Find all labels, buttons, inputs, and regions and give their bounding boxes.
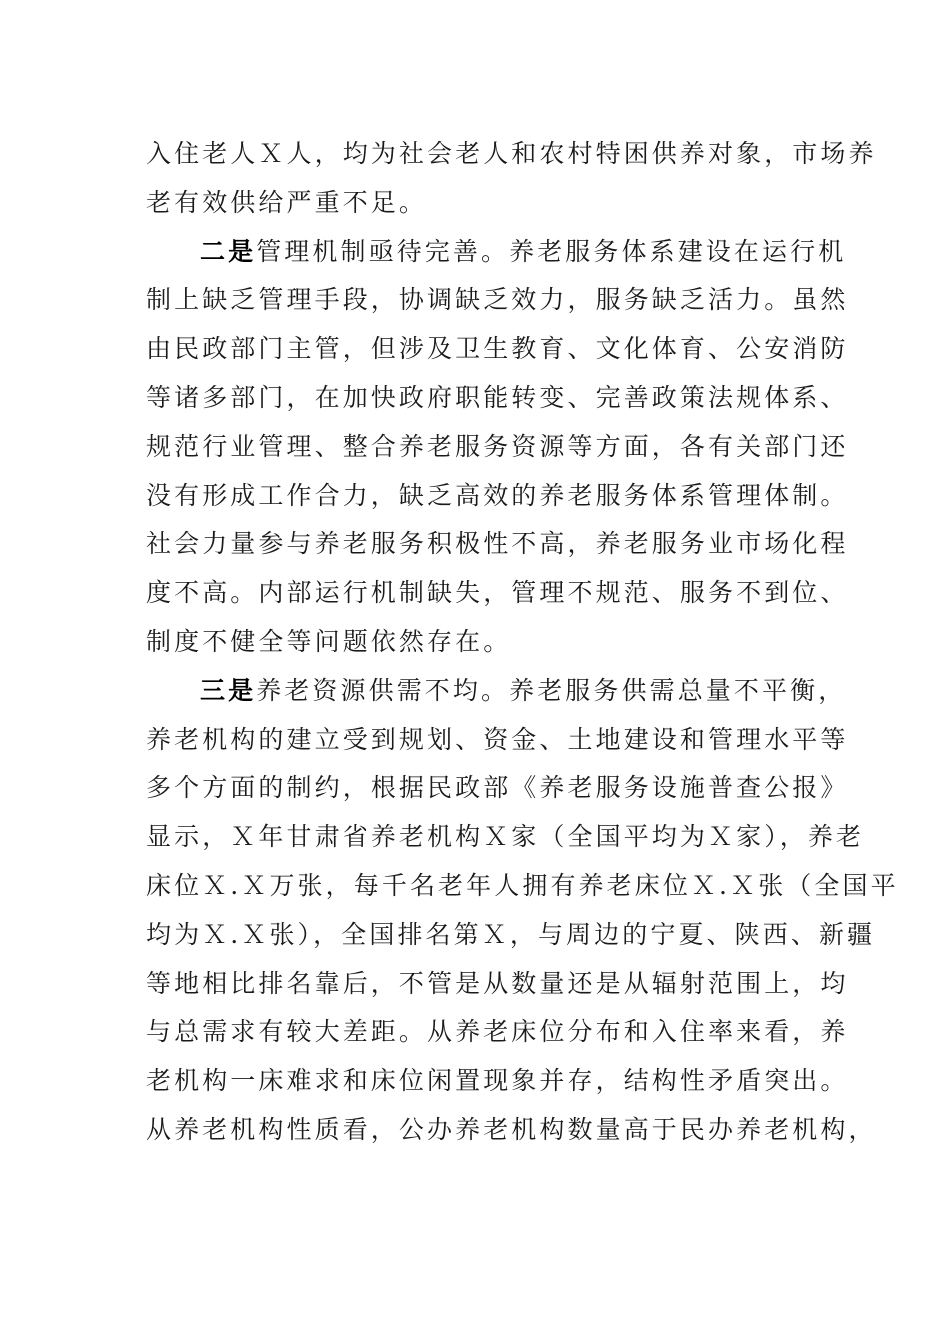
text-line: 等诸多部门，在加快政府职能转变、完善政策法规体系、 [146, 382, 849, 412]
document-body [146, 130, 899, 1155]
text-line: 入住老人Ｘ人，均为社会老人和农村特困供养对象，市场养 [146, 139, 877, 168]
paragraph-lead-bold: 二是 [200, 236, 257, 266]
paragraph-first-line-text: 管理机制亟待完善。养老服务体系建设在运行机 [256, 236, 847, 266]
paragraph-1 [146, 130, 877, 228]
text-line: 多个方面的制约，根据民政部《养老服务设施普查公报》 [146, 773, 849, 803]
paragraph-first-line [146, 228, 847, 277]
text-line: 规范行业管理、整合养老服务资源等方面，各有关部门还 [146, 431, 849, 461]
text-line: 度不高。内部运行机制缺失，管理不规范、服务不到位、 [146, 578, 849, 608]
text-line: 等地相比排名靠后，不管是从数量还是从辐射范围上，均 [146, 968, 849, 998]
paragraph-first-line [146, 667, 847, 716]
paragraph-first-line-text: 养老资源供需不均。养老服务供需总量不平衡， [256, 675, 847, 705]
paragraph-2 [146, 228, 849, 667]
text-line: 显示，Ｘ年甘肃省养老机构Ｘ家（全国平均为Ｘ家），养老 [146, 822, 865, 852]
text-line: 社会力量参与养老服务积极性不高，养老服务业市场化程 [146, 529, 849, 559]
text-line: 由民政部门主管，但涉及卫生教育、文化体育、公安消防 [146, 334, 849, 364]
text-line: 老机构一床难求和床位闲置现象并存，结构性矛盾突出。 [146, 1066, 849, 1096]
text-line: 老有效供给严重不足。 [146, 187, 428, 217]
text-line: 床位Ｘ.Ｘ万张，每千名老年人拥有养老床位Ｘ.Ｘ张（全国平 [146, 870, 899, 900]
text-line: 均为Ｘ.Ｘ张），全国排名第Ｘ，与周边的宁夏、陕西、新疆 [146, 919, 876, 949]
text-line: 制上缺乏管理手段，协调缺乏效力，服务缺乏活力。虽然 [146, 285, 849, 315]
text-line: 与总需求有较大差距。从养老床位分布和入住率来看，养 [146, 1017, 849, 1047]
text-line: 从养老机构性质看，公办养老机构数量高于民办养老机构， [146, 1114, 877, 1144]
text-line: 制度不健全等问题依然存在。 [146, 626, 512, 656]
text-line: 养老机构的建立受到规划、资金、土地建设和管理水平等 [146, 724, 849, 754]
paragraph-lead-bold: 三是 [200, 675, 257, 705]
text-line: 没有形成工作合力，缺乏高效的养老服务体系管理体制。 [146, 480, 849, 510]
paragraph-3 [146, 667, 899, 1155]
